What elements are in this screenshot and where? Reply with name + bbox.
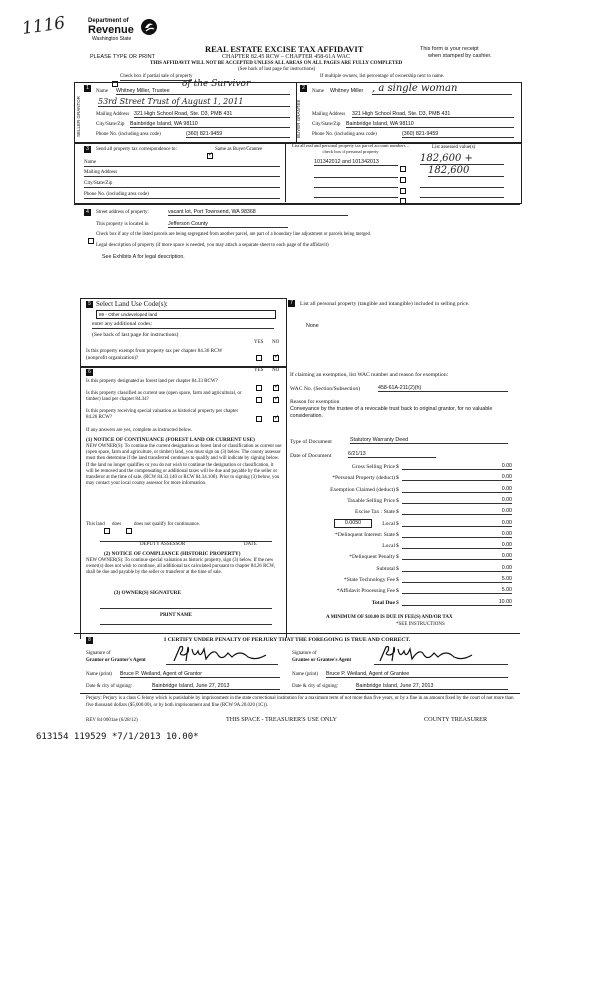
tax-row-currency: $ <box>396 588 399 595</box>
s3-phone-label: Phone No. (including area code) <box>84 192 280 199</box>
tax-row-amount: 10.00 <box>402 599 512 606</box>
section-1-number: 1 <box>84 85 91 92</box>
parcel-line-3 <box>314 186 398 188</box>
tax-row-amount: 0.00 <box>402 565 512 572</box>
grantee-name-value: Bruce P. Weiland, Agent of Grantee <box>326 671 508 678</box>
wac-label: WAC No. (Section/Subsection) <box>290 386 361 392</box>
if-yes-note: If any answers are yes, complete as instructed below. <box>86 428 193 433</box>
seller-name-value: Whitney Miller, Trustee <box>116 88 290 95</box>
perjury-statement: Perjury: Perjury is a class C felony which is punishable by imprisonment in the state correctional institution for a maximum term of not more than five years, or by a fine in an amount fixed by the court of not more than five thousand dollars ($5,000.00), or by both imprisonment and fine (RCW 9A.20.020 (1C)). <box>86 696 514 708</box>
grantee-name-label: Name (print) <box>292 672 318 677</box>
grantee-signature <box>376 643 486 665</box>
tax-row-currency: $ <box>396 554 399 561</box>
tax-row-amount: 0.00 <box>402 474 512 481</box>
notice2-title: (2) NOTICE OF COMPLIANCE (HISTORIC PROPERTY) <box>104 551 241 557</box>
owner-signature-label: (3) OWNER(S) SIGNATURE <box>114 590 181 596</box>
print-name-label: PRINT NAME <box>160 613 192 618</box>
treasurer-space-label: THIS SPACE - TREASURER'S USE ONLY <box>226 716 338 723</box>
seller-phone-label: Phone No. (including area code) <box>96 132 161 137</box>
notice1-body: NEW OWNER(S): To continue the current designation as forest land or classification as current use (open space, farm and agriculture, or timber) land, you must sign on (3) below. The county assessor must then determine if the land transferred continues to qualify and will indicate by signing below. If the land no longer qualifies or you do not wish to continue the designation or classification, it will be removed and the compensating or additional taxes will be due and payable by the seller or transferor at the time of sale. (RCW 84.33.140 or RCW 84.34.108). Prior to signing (3) below, you may contact your local county assessor for more information. <box>86 444 282 487</box>
reason-value: Conveyance by the trustee of a revocable trust back to original grantor, for no valuable consideration. <box>290 406 493 419</box>
tax-row-currency: $ <box>396 520 399 527</box>
grantee-sig-label-1: Signature of <box>292 651 317 656</box>
tax-row-currency: $ <box>396 577 399 583</box>
section-2-number: 2 <box>300 85 307 92</box>
s6-no-header: NO <box>272 368 280 373</box>
section-3-divider <box>285 142 286 202</box>
section-8-number: 8 <box>86 637 93 644</box>
buyer-phone-label: Phone No. (including area code) <box>312 132 377 137</box>
minimum-due-note: A MINIMUM OF $10.00 IS DUE IN FEE(S) AND/OR TAX <box>326 615 453 620</box>
does-checkbox[interactable] <box>104 521 110 539</box>
reason-label: Reason for exemption <box>290 399 340 405</box>
notice1-title: (1) NOTICE OF CONTINUANCE (FOREST LAND OR CURRENT USE) <box>86 437 255 443</box>
tax-row-label: Local <box>382 543 395 550</box>
parcel-header: List all real and personal property tax parcel account numbers – check box if personal property <box>291 143 410 154</box>
land-use-select[interactable]: 89 - Other undeveloped land <box>96 310 276 319</box>
county-treasurer-label: COUNTY TREASURER <box>424 716 488 723</box>
dor-logo <box>88 18 178 50</box>
grantor-name-value: Bruce P. Weiland, Agent of Grantor <box>120 671 280 678</box>
tax-row-amount: 5.00 <box>402 587 512 594</box>
buyer-name-label: Name <box>312 89 324 94</box>
current-use-yes-checkbox[interactable] <box>256 390 262 408</box>
section-4-box <box>74 204 520 297</box>
tax-row-label: *State Technology Fee <box>343 577 395 583</box>
buyer-mailing-label: Mailing Address <box>312 112 346 117</box>
section-6-number: 6 <box>86 369 93 376</box>
tax-row-amount: 0.00 <box>402 508 512 515</box>
tax-row-label: Subtotal <box>376 565 395 572</box>
same-as-buyer-label: Same as Buyer/Grantee <box>215 147 263 152</box>
s3-mailing-label: Mailing Address <box>84 170 280 177</box>
please-type: PLEASE TYPE OR PRINT <box>90 54 156 60</box>
tax-row-amount: 0.00 <box>402 486 512 493</box>
doc-type-label: Type of Document <box>290 439 332 445</box>
logo-line1: Department of <box>88 18 129 24</box>
checkmark-icon: ✓ <box>274 384 280 390</box>
checkmark-icon: ✓ <box>274 396 280 402</box>
see-instructions-note: *SEE INSTRUCTIONS <box>396 622 445 627</box>
seller-handwritten-1: of the Survivor <box>182 79 251 89</box>
does-not-checkbox[interactable] <box>126 521 132 539</box>
does-label: does <box>112 522 122 527</box>
tax-row-label: Gross Selling Price <box>351 464 395 470</box>
tax-row-currency: $ <box>396 599 399 606</box>
historic-no-checkbox[interactable] <box>273 409 279 427</box>
assessed-line-4 <box>420 196 504 198</box>
tax-row-label: *Delinquent Penalty <box>349 554 395 561</box>
exempt-no-checkbox[interactable] <box>273 348 279 366</box>
seller-phone-value: (360) 821-9459 <box>186 131 290 138</box>
additional-codes-label: enter any additional codes: <box>92 321 274 329</box>
checkmark-icon: ✓ <box>274 354 280 360</box>
section-8-top-rule <box>74 633 520 634</box>
logo-mark-icon <box>140 18 158 36</box>
send-correspondence-label: Send all property tax correspondence to: <box>96 147 177 152</box>
receipt-note-2: when stamped by cashier. <box>428 53 492 59</box>
owner-signature-line <box>100 607 272 609</box>
multiple-owners-note: If multiple owners, list percentage of ownership next to name. <box>320 74 445 79</box>
grantor-date-value: Bainbridge Island, June 27, 2013 <box>152 683 280 690</box>
checkmark-icon: ✓ <box>208 152 214 158</box>
deputy-date-label: DATE <box>244 542 257 547</box>
seller-mailing-label: Mailing Address <box>96 112 130 117</box>
tax-row-currency: $ <box>396 475 399 482</box>
print-name-line <box>100 623 272 625</box>
certify-statement: I CERTIFY UNDER PENALTY OF PERJURY THAT THE FOREGOING IS TRUE AND CORRECT. <box>164 637 411 643</box>
parcel-line-4 <box>314 196 398 198</box>
assessed-header: List assessed value(s) <box>432 145 476 150</box>
current-use-question: Is this property classified as current use (open space, farm and agricultural, or timber) land per chapter 84.34? <box>86 391 242 402</box>
personal-property-label: List all personal property (tangible and intangible) included in selling price. <box>300 301 470 307</box>
doc-date-value: 6/21/13 <box>348 451 436 458</box>
current-use-no-checkbox[interactable] <box>273 390 279 408</box>
grantor-signature-line <box>166 663 278 665</box>
partial-sale-label: Check box if partial sale of property <box>120 74 193 79</box>
handwritten-file-number: 1116 <box>20 13 67 39</box>
exemption-label: If claiming an exemption, list WAC number and reason for exemption: <box>290 372 449 378</box>
street-address-label: Street address of property: <box>96 210 149 215</box>
perjury-rule <box>80 693 520 694</box>
cashier-receipt-stamp: 613154 119529 *7/1/2013 10.00* <box>36 732 199 742</box>
exempt-yes-checkbox[interactable] <box>256 348 262 366</box>
notice2-body: NEW OWNER(S): To continue special valuation as historic property, sign (3) below. If the new owner(s) does not wish to continue, all additional tax calculated pursuant to chapter 84.26 RCW, shall be due and payable by the seller or transferor at the time of sale. <box>86 558 276 576</box>
segregated-label: Check box if any of the listed parcels are being segregated from another parcel, are part of a boundary line adjustment or parcels being merged. <box>96 232 372 237</box>
s3-name-label: Name <box>84 160 280 167</box>
seller-side-label: SELLER GRANTOR <box>76 96 81 138</box>
tax-row-currency: $ <box>396 543 399 550</box>
wac-value: 458-61A-211(2)(h) <box>378 385 508 392</box>
seller-city-value: Bainbridge Island, WA 98110 <box>130 121 290 128</box>
segregated-checkbox[interactable] <box>88 231 94 249</box>
grantee-sig-label-2: Grantee or Grantee's Agent <box>292 658 352 663</box>
deputy-assessor-label: DEPUTY ASSESSOR <box>140 542 186 547</box>
buyer-name-value: Whitney Miller <box>330 88 364 94</box>
tax-row-currency: $ <box>396 486 399 493</box>
buyer-phone-value: (360) 821-9459 <box>402 131 514 138</box>
tax-row-currency: $ <box>396 464 399 470</box>
tax-row-amount: 0.00 <box>402 553 512 560</box>
buyer-city-value: Bainbridge Island, WA 98110 <box>346 121 514 128</box>
historic-yes-checkbox[interactable] <box>256 409 262 427</box>
checkmark-icon: ✓ <box>274 415 280 421</box>
tax-row-currency: $ <box>396 497 399 504</box>
this-land-label: This land <box>86 522 105 527</box>
s5-see-back: (See back of last page for instructions) <box>92 332 179 338</box>
grantor-sig-label-1: Signature of <box>86 651 111 656</box>
doc-type-value: Statutory Warranty Deed <box>350 437 508 444</box>
land-use-label: Select Land Use Code(s): <box>96 300 168 308</box>
logo-line2: Revenue <box>88 24 134 36</box>
grantor-sig-label-2: Grantor or Grantor's Agent <box>86 658 146 663</box>
tax-row-label: Total Due <box>371 599 395 606</box>
s5-yes-header: YES <box>254 340 264 345</box>
tax-row-amount: 0.00 <box>402 497 512 504</box>
legal-description-label: Legal description of property (if more space is needed, you may attach a separate sheet to each page of the affidavit) <box>96 243 329 248</box>
grantor-name-label: Name (print) <box>86 672 112 677</box>
s5-no-header: NO <box>272 340 280 345</box>
doc-date-label: Date of Document <box>290 453 332 459</box>
form-subtitle: CHAPTER 82.45 RCW – CHAPTER 458-61A WAC <box>222 54 350 60</box>
buyer-mailing-value: 321 High School Road, Ste. D3, PMB 431 <box>352 111 514 118</box>
seller-handwritten-2: 53rd Street Trust of August 1, 2011 <box>98 97 290 107</box>
section-3-number: 3 <box>84 146 91 153</box>
s6-yes-header: YES <box>254 368 264 373</box>
tax-row-label: Taxable Selling Price <box>347 497 395 504</box>
receipt-note-1: This form is your receipt <box>420 46 479 52</box>
logo-line3: Washington State <box>92 36 132 42</box>
tax-row-label: Local <box>382 520 395 527</box>
seller-city-label: City/State/Zip <box>96 122 125 127</box>
section-4-number: 4 <box>84 209 91 216</box>
local-rate-box[interactable]: 0.0050 <box>334 519 372 528</box>
grantee-signature-line <box>374 663 508 665</box>
buyer-side-label: BUYER GRANTEE <box>296 99 301 138</box>
completion-warning: THIS AFFIDAVIT WILL NOT BE ACCEPTED UNLESS ALL AREAS ON ALL PAGES ARE FULLY COMPLETED <box>150 61 403 66</box>
tax-row-label: *Affidavit Processing Fee <box>336 588 395 595</box>
parcel-line-2 <box>314 176 398 178</box>
tax-row-label: Excise Tax : State <box>354 509 395 516</box>
see-back-instructions: (See back of last page for instructions) <box>238 67 316 72</box>
tax-row-amount: 0.00 <box>402 520 512 527</box>
grantor-signature <box>170 643 280 665</box>
forest-question: Is this property designated as forest land per chapter 84.33 RCW? <box>86 379 218 384</box>
grantee-date-label: Date & city of signing: <box>292 684 339 689</box>
tax-row-label: *Delinquent Interest: State <box>335 531 395 538</box>
exempt-question: Is this property exempt from property tax per chapter 84.36 RCW (nonprofit organization)? <box>86 348 223 361</box>
tax-row-label: *Personal Property (deduct) <box>332 475 395 482</box>
tax-row-currency: $ <box>396 509 399 516</box>
tax-row-label: Exemption Claimed (deduct) <box>330 486 395 493</box>
buyer-handwritten-name: , a single woman <box>372 83 512 95</box>
located-in-label: This property is located in <box>96 222 149 227</box>
assessed-value-1: 182,600 + <box>420 153 504 165</box>
section-7-number: 7 <box>288 300 295 307</box>
seller-name-label: Name <box>96 89 108 94</box>
tax-row-amount: 0.00 <box>402 542 512 549</box>
tax-row-amount: 0.00 <box>402 463 512 470</box>
seller-mailing-value: 321 High School Road, Ste. D3, PMB 431 <box>134 111 290 118</box>
historic-question: Is this property receiving special valuation as historical property per chapter 84.26 RCW? <box>86 409 239 420</box>
street-address-value: vacant lot, Port Townsend, WA 98368 <box>168 209 348 216</box>
form-revision: REV 84 0001ae (6/28/12) <box>86 718 138 723</box>
grantee-date-value: Bainbridge Island, June 27, 2013 <box>356 683 508 690</box>
s3-city-label: City/State/Zip <box>84 181 280 188</box>
tax-row-amount: 0.00 <box>402 531 512 538</box>
does-not-label: does not qualify for continuance. <box>134 522 200 527</box>
assessed-line-3 <box>420 186 504 188</box>
grantor-date-label: Date & city of signing: <box>86 684 133 689</box>
buyer-city-label: City/State/Zip <box>312 122 341 127</box>
tax-row-currency: $ <box>396 565 399 572</box>
section-5-number: 5 <box>86 301 93 308</box>
form-title: REAL ESTATE EXCISE TAX AFFIDAVIT <box>205 44 364 54</box>
assessed-value-2: 182,600 <box>428 165 504 177</box>
personal-property-value: None <box>306 323 319 329</box>
exhibit-reference: See Exhibits A for legal description. <box>102 254 185 260</box>
tax-row-amount: 5.00 <box>402 576 512 583</box>
parcel-numbers: 101342012 and 101342013 <box>314 159 398 166</box>
county-value: Jefferson County <box>168 221 288 228</box>
tax-row-currency: $ <box>396 531 399 538</box>
